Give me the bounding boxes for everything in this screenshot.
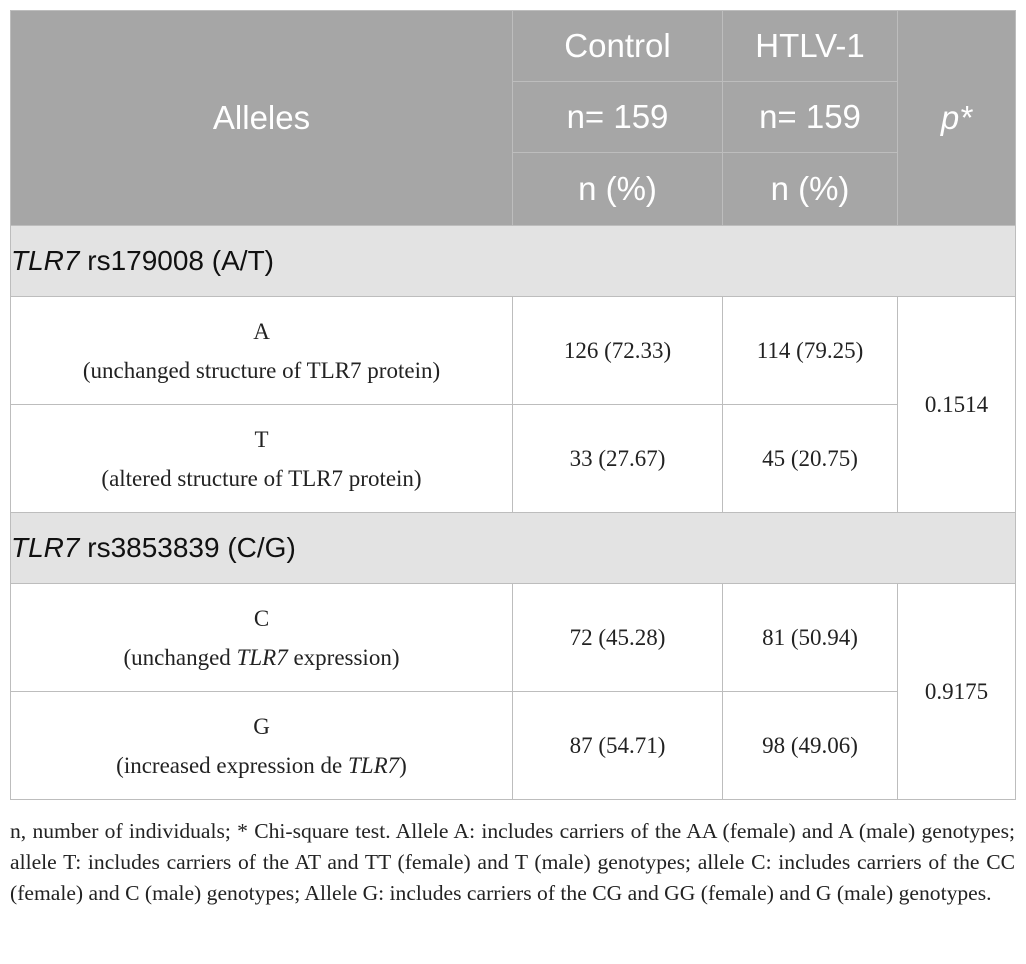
control-value: 72 (45.28)	[513, 584, 723, 692]
alleles-header: Alleles	[11, 11, 513, 226]
section-header-rs179008	[11, 226, 1016, 297]
allele-cell	[11, 405, 513, 513]
control-header: Control	[513, 11, 723, 82]
section-header-rs3853839	[11, 513, 1016, 584]
allele-letter: A	[253, 318, 270, 344]
allele-description: (increased expression de TLR7)	[116, 752, 407, 778]
htlv-value: 81 (50.94)	[723, 584, 898, 692]
allele-cell	[11, 692, 513, 800]
htlv-n-header: n= 159	[723, 82, 898, 153]
control-value: 87 (54.71)	[513, 692, 723, 800]
variant-name: rs3853839 (C/G)	[79, 532, 296, 563]
allele-description: (altered structure of TLR7 protein)	[101, 465, 422, 491]
htlv-value: 98 (49.06)	[723, 692, 898, 800]
htlv-header: HTLV-1	[723, 11, 898, 82]
gene-name: TLR7	[11, 245, 80, 276]
p-value: 0.9175	[898, 584, 1016, 800]
htlv-pct-header: n (%)	[723, 153, 898, 226]
control-value: 33 (27.67)	[513, 405, 723, 513]
control-pct-header: n (%)	[513, 153, 723, 226]
allele-table	[10, 10, 1016, 800]
control-value: 126 (72.33)	[513, 297, 723, 405]
p-value: 0.1514	[898, 297, 1016, 513]
allele-letter: T	[254, 426, 269, 452]
allele-cell	[11, 297, 513, 405]
htlv-value: 114 (79.25)	[723, 297, 898, 405]
allele-description: (unchanged TLR7 expression)	[123, 644, 400, 670]
p-header: p*	[898, 11, 1016, 226]
allele-description: (unchanged structure of TLR7 protein)	[82, 357, 441, 383]
htlv-value: 45 (20.75)	[723, 405, 898, 513]
table-footnote: n, number of individuals; * Chi-square test. Allele A: includes carriers of the AA (female) and A (male) genotypes; allele T: includes carriers of the AT and TT (female) and T (male) genotypes; allele C: includes carriers of the CC (female) and C (male) genotypes; Allele G: includes carriers of the CG and GG (female) and G (male) genotypes.	[10, 819, 1015, 905]
allele-cell	[11, 584, 513, 692]
control-n-header: n= 159	[513, 82, 723, 153]
gene-name: TLR7	[11, 532, 80, 563]
variant-name: rs179008 (A/T)	[79, 245, 274, 276]
allele-letter: C	[253, 605, 270, 631]
allele-letter: G	[253, 713, 270, 739]
